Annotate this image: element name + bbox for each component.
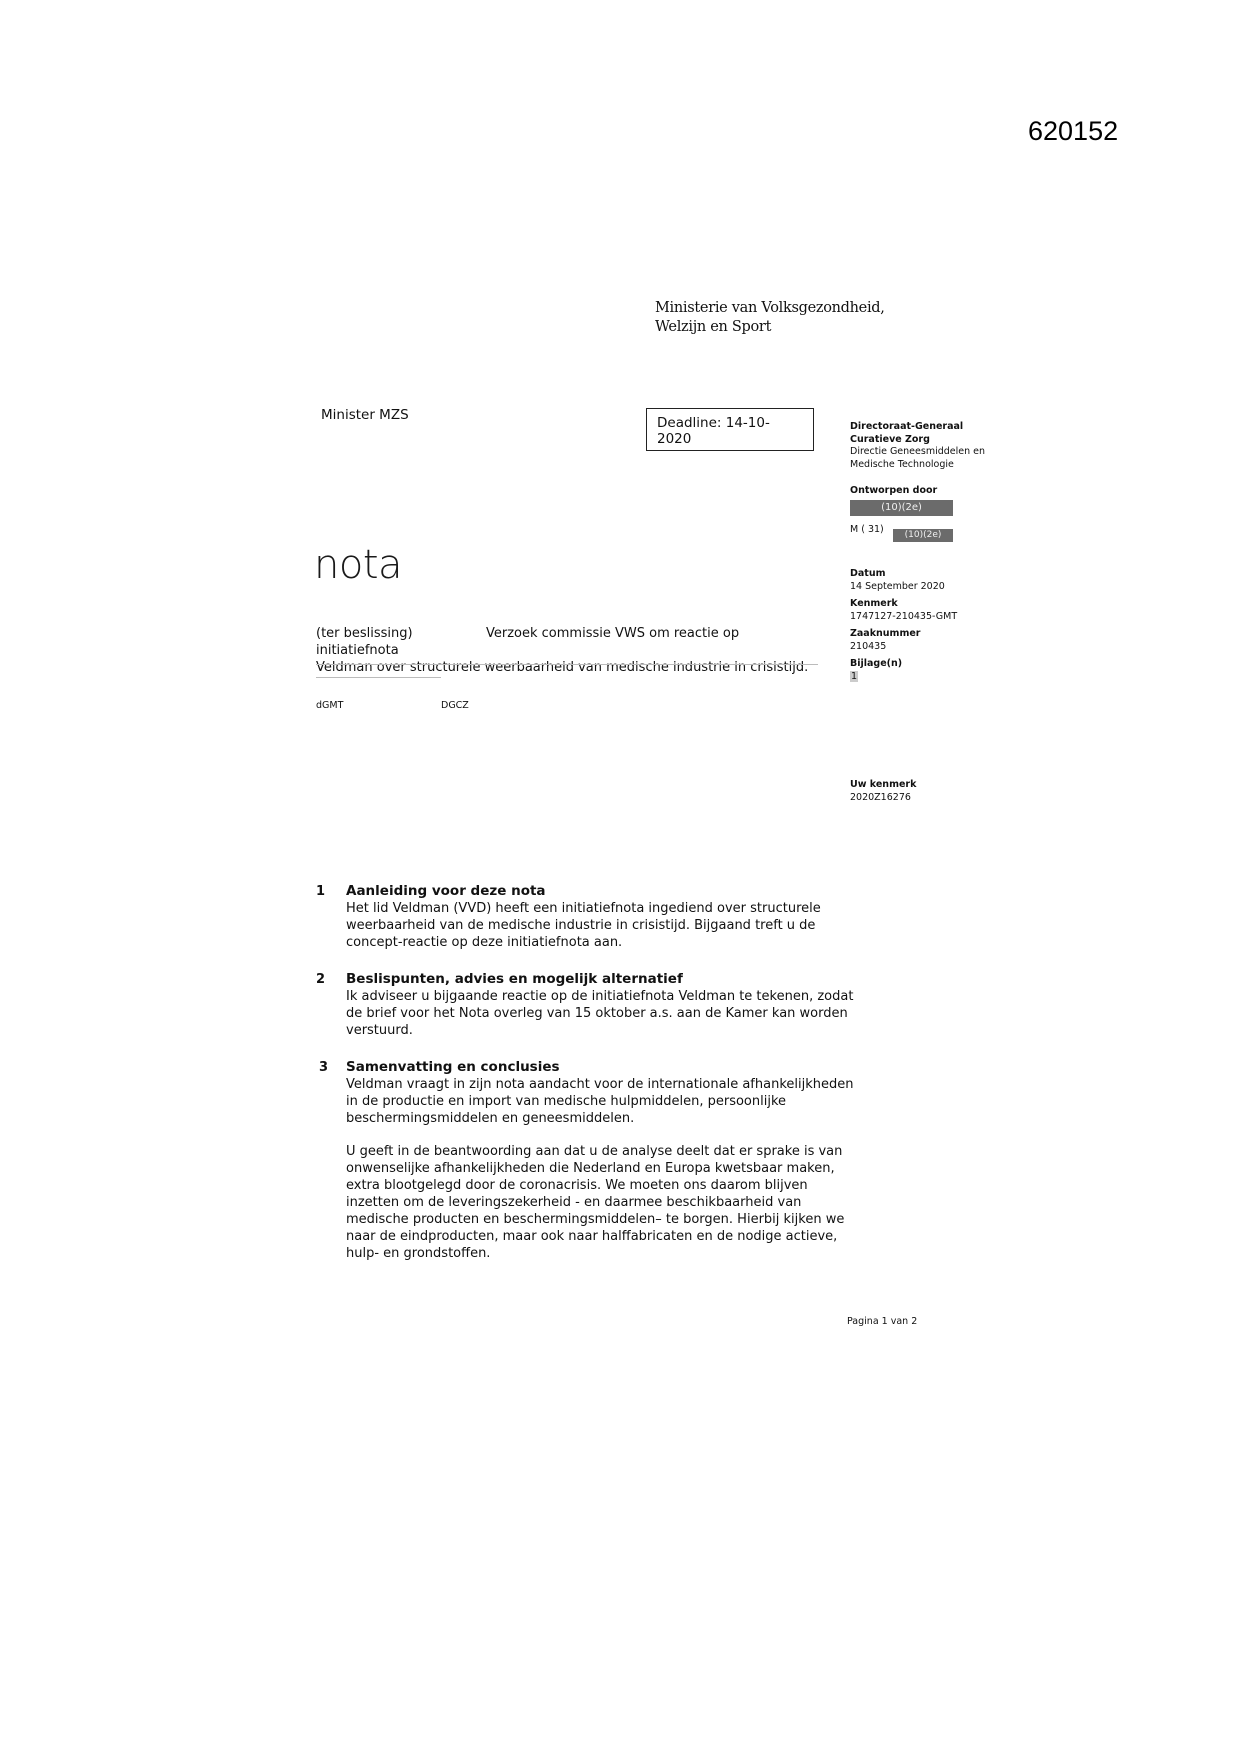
bijlage-value: 1 xyxy=(851,670,858,682)
subject-line2: Veldman over structurele weerbaarheid van medische industrie in crisistijd. xyxy=(316,660,809,675)
body-sections xyxy=(314,883,854,1282)
ministry-name-line2: Welzijn en Sport xyxy=(655,319,772,335)
m-prefix: M ( 31) xyxy=(850,524,884,535)
section-number: 3 xyxy=(319,1060,329,1075)
signoff-dgcz: DGCZ xyxy=(441,700,469,711)
dept-line1: Directoraat-Generaal xyxy=(850,421,964,432)
subject-line1: Verzoek commissie VWS om reactie op initiatiefnota xyxy=(316,626,740,658)
redaction-block-2 xyxy=(893,522,953,542)
document-number: 620152 xyxy=(1028,116,1119,146)
redaction-block-1 xyxy=(850,495,953,516)
divider-short xyxy=(316,677,441,678)
section-paragraph: U geeft in de beantwoording aan dat u de analyse deelt dat er sprake is van onwenselijke afhankelijkheden die Nederland en Europa kwetsbaar maken, extra blootgelegd door de coronacrisis. We moeten ons daarom blijven inzetten om de leveringszekerheid - en daarmee beschikbaarheid van medische producten en beschermingsmiddelen– te borgen. Hierbij kijken we naar de eindproducten, maar ook naar halffabricaten en de nodige actieve, hulp- en grondstoffen. xyxy=(346,1144,845,1261)
addressee: Minister MZS xyxy=(321,407,409,423)
divider xyxy=(316,664,818,665)
signoff-dgmt: dGMT xyxy=(316,700,344,711)
dept-line3: Directie Geneesmiddelen en xyxy=(850,446,986,457)
kenmerk-value: 1747127-210435-GMT xyxy=(850,610,958,622)
kenmerk-label: Kenmerk xyxy=(850,598,898,609)
section-2 xyxy=(314,971,854,1039)
ministry-name-line1: Ministerie van Volksgezondheid, xyxy=(655,300,885,316)
dept-line2: Curatieve Zorg xyxy=(850,433,930,445)
designed-by-label: Ontworpen door xyxy=(850,485,938,496)
document-title: nota xyxy=(314,542,403,588)
section-number: 2 xyxy=(316,972,326,987)
deadline-box xyxy=(646,408,814,451)
deadline-text: Deadline: 14-10-2020 xyxy=(657,415,770,447)
sidebar-department xyxy=(850,421,1010,471)
section-paragraph: Ik adviseer u bijgaande reactie op de initiatiefnota Veldman te tekenen, zodat de brief voor het Nota overleg van 15 oktober a.s. aan de Kamer kan worden verstuurd. xyxy=(346,989,854,1038)
redaction-label-2: (10)(2e) xyxy=(893,529,953,542)
section-3 xyxy=(314,1059,854,1262)
zaaknummer-label: Zaaknummer xyxy=(850,628,921,639)
redaction-label-1: (10)(2e) xyxy=(850,500,953,516)
date-label: Datum xyxy=(850,568,886,579)
section-heading: Samenvatting en conclusies xyxy=(346,1059,560,1075)
subject-tag: (ter beslissing) xyxy=(316,626,413,641)
page-footer: Pagina 1 van 2 xyxy=(847,1316,918,1327)
subject-block xyxy=(316,625,816,676)
uw-kenmerk-value: 2020Z16276 xyxy=(850,791,911,803)
dept-line4: Medische Technologie xyxy=(850,458,954,470)
bijlage-label: Bijlage(n) xyxy=(850,658,903,669)
ministry-logo-text xyxy=(655,299,885,337)
section-1 xyxy=(314,883,854,951)
section-paragraph: Het lid Veldman (VVD) heeft een initiatiefnota ingediend over structurele weerbaarheid van de medische industrie in crisistijd. Bijgaand treft u de concept-reactie op deze initiatiefnota aan. xyxy=(346,901,821,950)
section-number: 1 xyxy=(316,884,326,899)
date-value: 14 September 2020 xyxy=(850,580,945,592)
uw-kenmerk-label: Uw kenmerk xyxy=(850,779,917,790)
section-heading: Beslispunten, advies en mogelijk alternatief xyxy=(346,971,683,987)
zaaknummer-value: 210435 xyxy=(850,640,887,652)
sidebar-meta xyxy=(850,568,1010,683)
sidebar-uw-kenmerk xyxy=(850,779,1010,804)
section-heading: Aanleiding voor deze nota xyxy=(346,883,546,899)
section-paragraph: Veldman vraagt in zijn nota aandacht voor de internationale afhankelijkheden in de productie en import van medische hulpmiddelen, persoonlijke beschermingsmiddelen en geneesmiddelen. xyxy=(346,1077,854,1126)
